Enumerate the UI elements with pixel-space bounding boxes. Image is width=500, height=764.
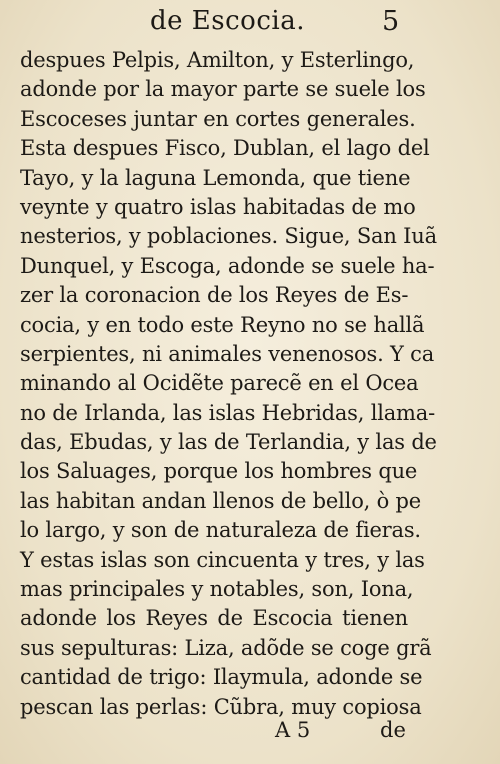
catchword: de — [380, 718, 406, 742]
text-line: cantidad de trigo: Ilaymula, adonde se — [20, 665, 423, 690]
text-line: los Saluages, porque los hombres que — [20, 459, 418, 484]
text-line: Dunquel, y Escoga, adonde se suele ha- — [20, 253, 435, 278]
text-line: las habitan andan llenos de bello, ò pe — [20, 488, 421, 513]
text-line: adonde los Reyes de Escocia tienen — [20, 606, 408, 631]
text-line: zer la coronacion de los Reyes de Es- — [20, 283, 409, 308]
text-line: no de Irlanda, las islas Hebridas, llama- — [20, 400, 435, 425]
text-line: despues Pelpis, Amilton, y Esterlingo, — [20, 48, 415, 72]
running-head: de Escocia. — [150, 6, 305, 36]
text-line: Y estas islas son cincuenta y tres, y las — [20, 547, 425, 572]
body-text — [20, 46, 437, 722]
text-line: cocia, y en todo este Reyno no se hallã — [20, 312, 425, 337]
text-line: mas principales y notables, son, Iona, — [20, 577, 414, 602]
text-line: Esta despues Fisco, Dublan, el lago del — [20, 136, 430, 161]
text-line: adonde por la mayor parte se suele los — [20, 77, 426, 102]
text-line: Escoceses juntar en cortes generales. — [20, 106, 416, 131]
text-line: veynte y quatro islas habitadas de mo — [20, 194, 416, 219]
page-footer — [0, 716, 500, 752]
text-line: das, Ebudas, y las de Terlandia, y las de — [20, 430, 437, 455]
text-line: nesterios, y poblaciones. Sigue, San Iuã — [20, 224, 437, 249]
page-header — [0, 4, 500, 44]
text-line: serpientes, ni animales venenosos. Y ca — [20, 341, 435, 366]
text-line: minando al Ocidẽte parecẽ en el Ocea — [20, 371, 419, 396]
signature-mark: A 5 — [275, 718, 311, 742]
page-number: 5 — [382, 6, 400, 37]
text-line: lo largo, y son de naturaleza de fieras. — [20, 518, 421, 543]
text-line: Tayo, y la laguna Lemonda, que tiene — [20, 165, 411, 190]
text-line: sus sepulturas: Liza, adõde se coge grã — [20, 635, 432, 660]
text-line: pescan las perlas: Cũbra, muy copiosa — [20, 694, 422, 719]
